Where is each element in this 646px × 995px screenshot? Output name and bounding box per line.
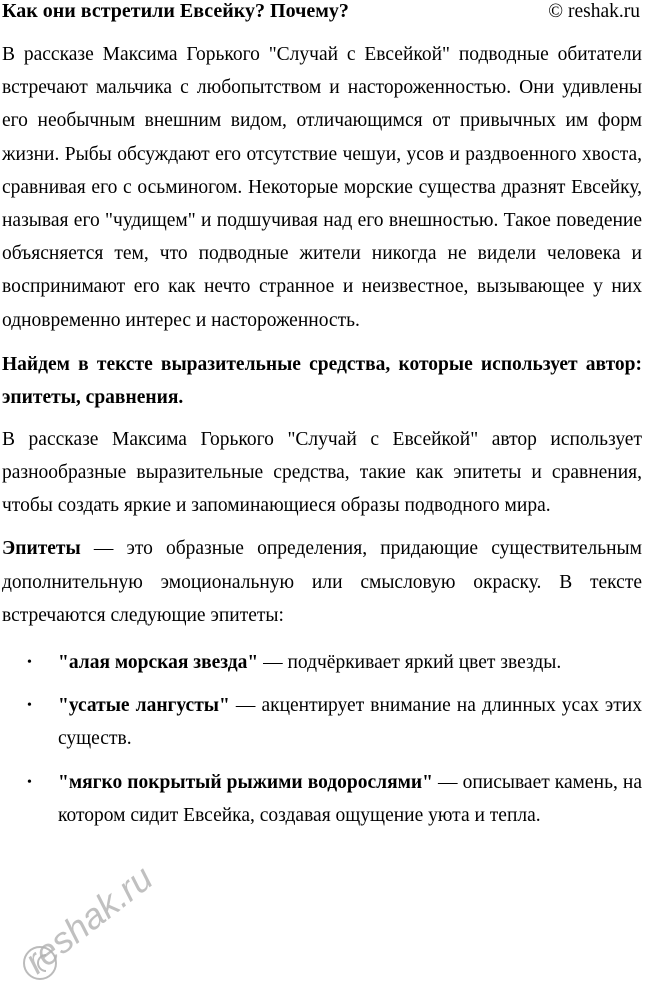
intro-paragraph: В рассказе Максима Горького "Случай с Евсейкой" автор использует разнообразные выразительные средства, такие как эпитеты и сравнения, чтобы создать яркие и запоминающиеся образы подводного мира. [2,428,642,517]
reshak-seal-watermark [4,855,164,995]
seal-text: reshak.ru [16,856,161,982]
epithet-phrase: "усатые лангусты" [58,695,230,717]
epithet-explanation: — описывает камень, на котором сидит Евсейка, создавая ощущение уюта и тепла. [58,771,642,826]
epithet-phrase: "мягко покрытый рыжими водорослями" [58,771,433,793]
header [2,0,642,26]
epithets-term: Эпитеты [2,538,81,560]
list-item [2,689,642,755]
epithets-list [2,646,642,832]
epithets-definition [2,532,642,632]
bullet-icon: • [27,698,32,714]
bullet-icon: • [27,774,32,790]
section-heading: Найдем в тексте выразительные средства, которые использует автор: эпитеты, сравнения. [2,353,642,408]
epithet-phrase: "алая морская звезда" [58,652,259,674]
question-title: Как они встретили Евсейку? Почему? [2,0,349,22]
epithet-explanation: — акцентирует внимание на длинных усах этих существ. [58,695,642,750]
epithets-definition-text: — это образные определения, придающие существительным дополнительную эмоциональную или смысловую окраску. В тексте встречаются следующие эпитеты: [2,538,642,626]
list-item [2,646,642,679]
site-watermark: © reshak.ru [548,1,640,22]
bullet-icon: • [27,655,32,671]
list-item [2,766,642,832]
epithet-explanation: — подчёркивает яркий цвет звезды. [258,652,562,674]
answer-paragraph: В рассказе Максима Горького "Случай с Евсейкой" подводные обитатели встречают мальчика с любопытством и настороженностью. Они удивлены его необычным внешним видом, отличающимся от привычных им форм жизни. Рыбы обсуждают его отсутствие чешуи, усов и раздвоенного хвоста, сравнивая его с осьминогом. Некоторые морские существа дразнят Евсейку, называя его "чудищем" и подшучивая над его внешностью. Такое поведение объясняется тем, что подводные жители никогда не видели человека и воспринимают его как нечто странное и неизвестное, вызывающее у них одновременно интерес и настороженность. [2,44,642,331]
document-page [2,0,642,842]
